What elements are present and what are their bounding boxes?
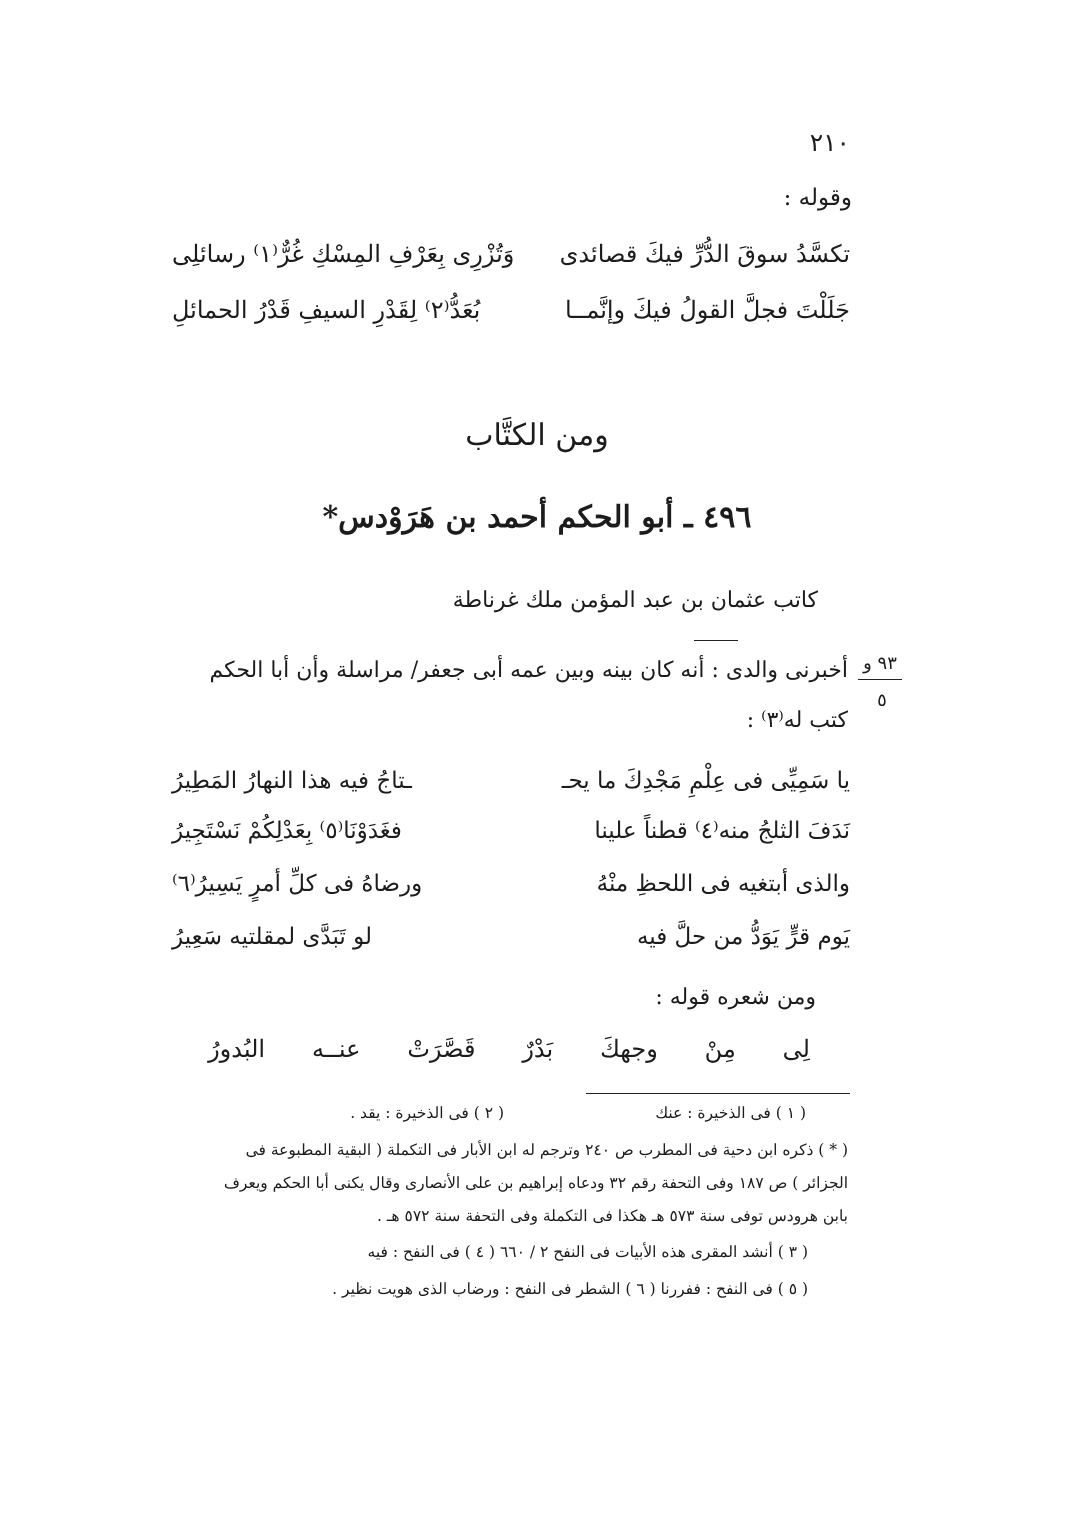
verse-hemistich-second: فغَدَوْنَا⁽٥⁾ بِعَدْلِكُمْ نَسْتَجِيرُ (172, 818, 402, 844)
margin-rule (858, 679, 902, 680)
verse-word: عنــه (311, 1035, 361, 1063)
verse-word: بَدْرٌ (522, 1035, 554, 1063)
margin-folio-number: ٥ (877, 690, 887, 711)
verse-word: البُدورُ (208, 1035, 266, 1063)
verse-hemistich-first: جَلَلْتَ فجلَّ القولُ فيكَ وإنَّمــا (564, 296, 850, 324)
footnote-3-4: ( ٣ ) أنشد المقرى هذه الأبيات فى النفح ٢ / ٦٦٠ ( ٤ ) فى النفح : فيه (367, 1243, 808, 1261)
verse-word: قَصَّرَتْ (407, 1035, 476, 1063)
short-rule (694, 640, 738, 641)
verse-hemistich-second: بُعَدُّ⁽٢⁾ لِقَدْرِ السيفِ قَدْرُ الحمائلِ (172, 296, 481, 324)
verse-hemistich-second: ورضاهُ فى كلِّ أمرٍ يَسِيرُ⁽٦⁾ (172, 871, 423, 897)
verse-word: وجهكَ (600, 1035, 658, 1063)
verse-hemistich-first: يا سَمِيِّى فى عِلْمِ مَجْدِكَ ما يحـ (561, 768, 850, 794)
entry-title: ٤٩٦ ـ أبو الحكم أحمد بن هَرَوْدس* (322, 500, 752, 535)
verse-word: لِى (782, 1035, 810, 1063)
verse-hemistich-first: والذى أبتغيه فى اللحظِ منْهُ (596, 871, 850, 897)
entry-subtitle: كاتب عثمان بن عبد المؤمن ملك غرناطة (452, 588, 818, 613)
footnote-1: ( ١ ) فى الذخيرة : عنك (655, 1104, 806, 1122)
poem-verse (172, 871, 850, 897)
footnote-star-line: بابن هرودس توفى سنة ٥٧٣ هـ هكذا فى التكملة وفى التحفة سنة ٥٧٢ هـ . (377, 1207, 848, 1225)
poem-verse (172, 924, 850, 950)
margin-folio-note: ٩٣ و (863, 653, 897, 674)
footnote-2: ( ٢ ) فى الذخيرة : يقد . (350, 1104, 504, 1122)
verse-intro: وقوله : (783, 185, 852, 211)
body-paragraph-line: كتب له⁽٣⁾ : (746, 708, 848, 733)
footnote-star-line: ( * ) ذكره ابن دحية فى المطرب ص ٢٤٠ وترجم له ابن الأبار فى التكملة ( البقية المطبوعة فى (245, 1141, 848, 1159)
section-title: ومن الكتَّاب (465, 418, 609, 453)
verse-hemistich-first: يَوم قرٍّ يَوَدُّ من حلَّ فيه (636, 924, 850, 950)
closing-verse (208, 1035, 810, 1063)
verse-hemistich-second: لو تَبَدَّى لمقلتيه سَعِيرُ (172, 924, 373, 950)
verse-hemistich-second: وَتُزْرِى بِعَرْفِ المِسْكِ غُرٌّ⁽١⁾ رسائلِى (172, 240, 515, 268)
poem-verse (172, 768, 850, 794)
verse-word: مِنْ (704, 1035, 736, 1063)
verse-line (172, 296, 850, 324)
verse-hemistich-first: نَدَفَ الثلجُ منه⁽٤⁾ قطناً علينا (594, 818, 850, 844)
verse-hemistich-first: تكسَّدُ سوقَ الدُّرِّ فيكَ قصائدى (559, 240, 850, 268)
page-number: ٢١٠ (809, 128, 850, 157)
footnote-5-6: ( ٥ ) فى النفح : ففررنا ( ٦ ) الشطر فى النفح : ورضاب الذى هويت نظير . (332, 1280, 808, 1298)
footnote-star-line: الجزائر ) ص ١٨٧ وفى التحفة رقم ٣٢ ودعاه إبراهيم بن على الأنصارى وقال يكنى أبا الحكم ويعرف (223, 1174, 848, 1192)
body-paragraph-line: أخبرنى والدى : أنه كان بينه وبين عمه أبى جعفر/ مراسلة وأن أبا الحكم (209, 658, 848, 683)
poem-intro: ومن شعره قوله : (655, 985, 816, 1010)
poem-verse (172, 818, 850, 844)
footnote-rule (586, 1093, 850, 1094)
verse-line (172, 240, 850, 268)
verse-hemistich-second: ـتاجُ فيه هذا النهارُ المَطِيرُ (172, 768, 412, 794)
